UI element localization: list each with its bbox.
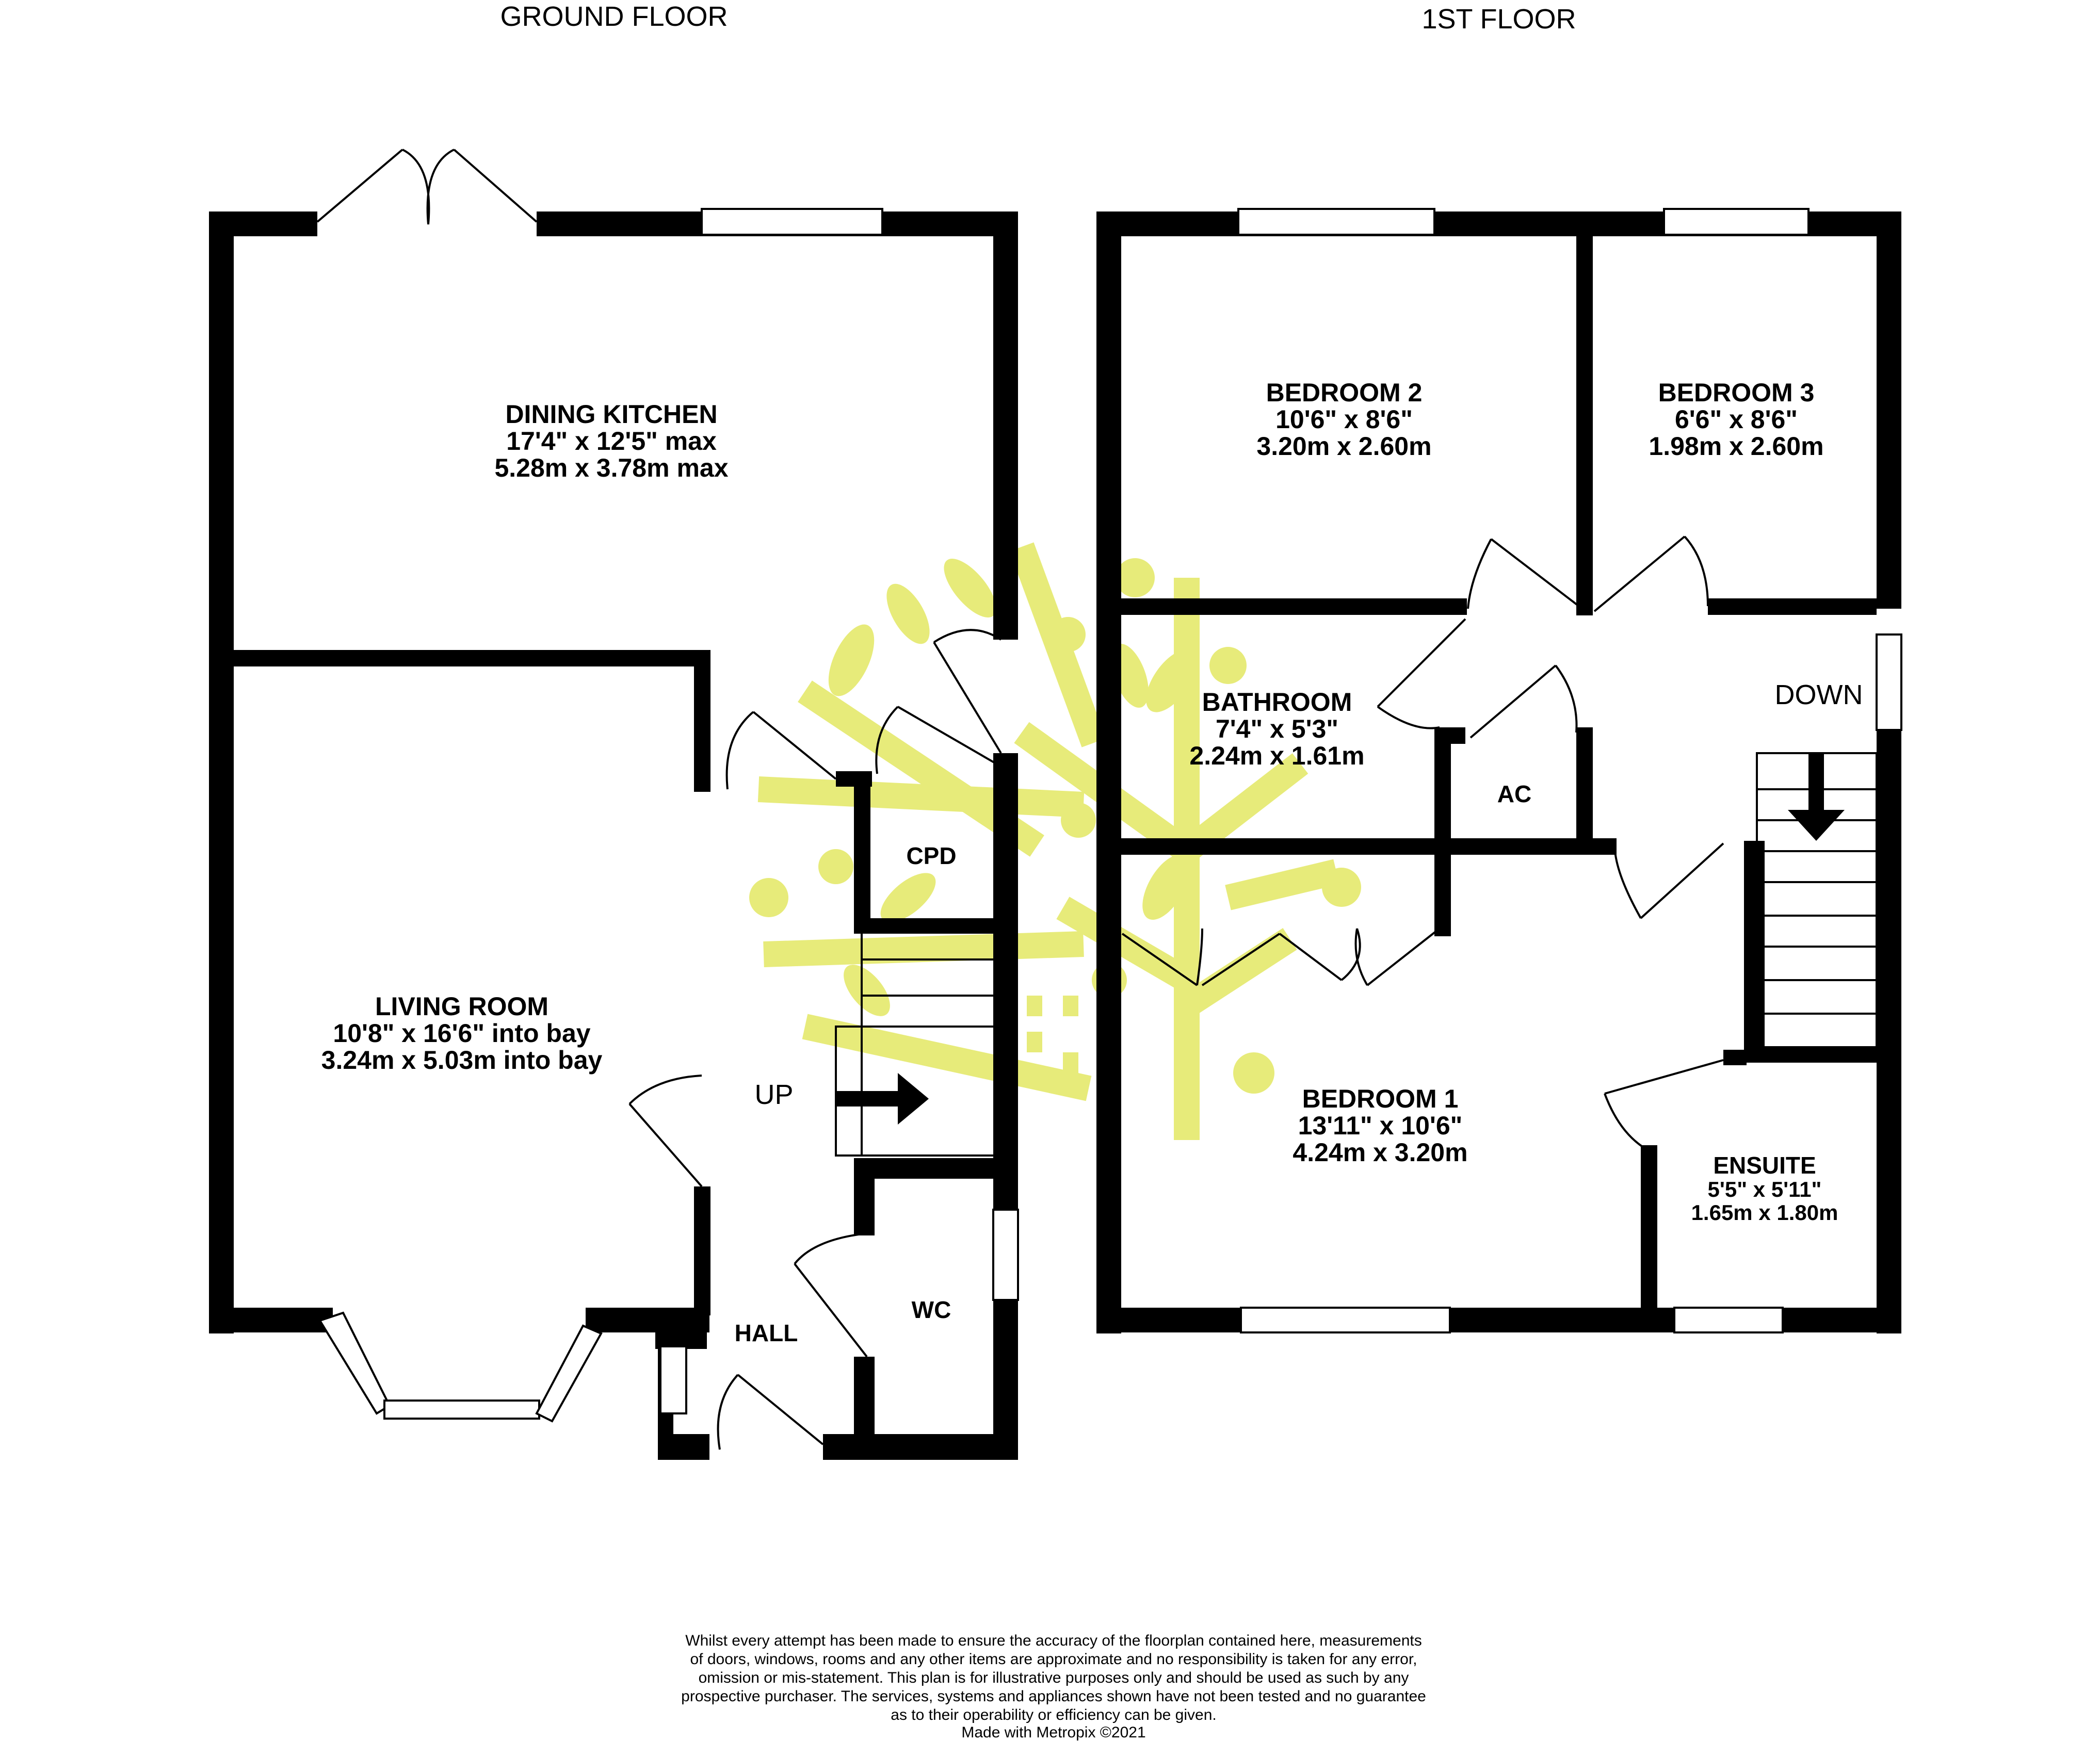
stairs-down-label: DOWN <box>1774 679 1863 710</box>
bedroom-3-metric: 1.98m x 2.60m <box>1649 432 1824 461</box>
disclaimer-line: omission or mis-statement. This plan is for illustrative purposes only and should be used as such by any <box>698 1669 1409 1686</box>
first-floor-stairs <box>1757 753 1877 1047</box>
ground-floor-windows <box>320 209 1018 1421</box>
ensuite-metric: 1.65m x 1.80m <box>1691 1200 1838 1225</box>
bathroom-name: BATHROOM <box>1202 688 1352 717</box>
living-room-name: LIVING ROOM <box>375 992 549 1021</box>
dining-kitchen-name: DINING KITCHEN <box>505 400 718 429</box>
bedroom-3-imperial: 6'6" x 8'6" <box>1674 405 1798 434</box>
first-floor-title: 1ST FLOOR <box>1421 4 1576 35</box>
dining-kitchen-metric: 5.28m x 3.78m max <box>494 453 729 482</box>
bedroom-1-imperial: 13'11" x 10'6" <box>1298 1111 1463 1140</box>
dining-kitchen-imperial: 17'4" x 12'5" max <box>506 427 717 455</box>
ensuite-name: ENSUITE <box>1713 1152 1816 1179</box>
ground-floor-title: GROUND FLOOR <box>500 1 728 32</box>
bedroom-3-name: BEDROOM 3 <box>1658 378 1815 407</box>
bathroom-imperial: 7'4" x 5'3" <box>1215 714 1339 743</box>
ac-name: AC <box>1497 780 1532 807</box>
disclaimer-line: as to their operability or efficiency can be given. <box>891 1706 1217 1723</box>
disclaimer-line: Whilst every attempt has been made to ensure the accuracy of the floorplan contained here, measurements <box>685 1632 1422 1649</box>
living-room-imperial: 10'8" x 16'6" into bay <box>333 1019 591 1048</box>
bedroom-1-metric: 4.24m x 3.20m <box>1293 1138 1468 1167</box>
cpd-name: CPD <box>906 842 957 869</box>
hall-name: HALL <box>734 1320 798 1346</box>
bedroom-2-metric: 3.20m x 2.60m <box>1256 432 1432 461</box>
bedroom-2-imperial: 10'6" x 8'6" <box>1275 405 1413 434</box>
wc-name: WC <box>911 1296 951 1323</box>
metropix-credit: Made with Metropix ©2021 <box>961 1724 1146 1741</box>
disclaimer <box>681 1632 1426 1741</box>
bedroom-2-name: BEDROOM 2 <box>1266 378 1423 407</box>
bedroom-1-name: BEDROOM 1 <box>1302 1084 1459 1113</box>
disclaimer-line: prospective purchaser. The services, systems and appliances shown have not been tested and no guarantee <box>681 1688 1426 1705</box>
ensuite-imperial: 5'5" x 5'11" <box>1707 1177 1822 1201</box>
ground-floor-walls <box>209 211 1018 1460</box>
stairs-up-label: UP <box>754 1079 794 1110</box>
bathroom-metric: 2.24m x 1.61m <box>1189 741 1365 770</box>
disclaimer-line: of doors, windows, rooms and any other items are approximate and no responsibility is taken for any error, <box>690 1651 1417 1668</box>
living-room-metric: 3.24m x 5.03m into bay <box>321 1046 603 1075</box>
